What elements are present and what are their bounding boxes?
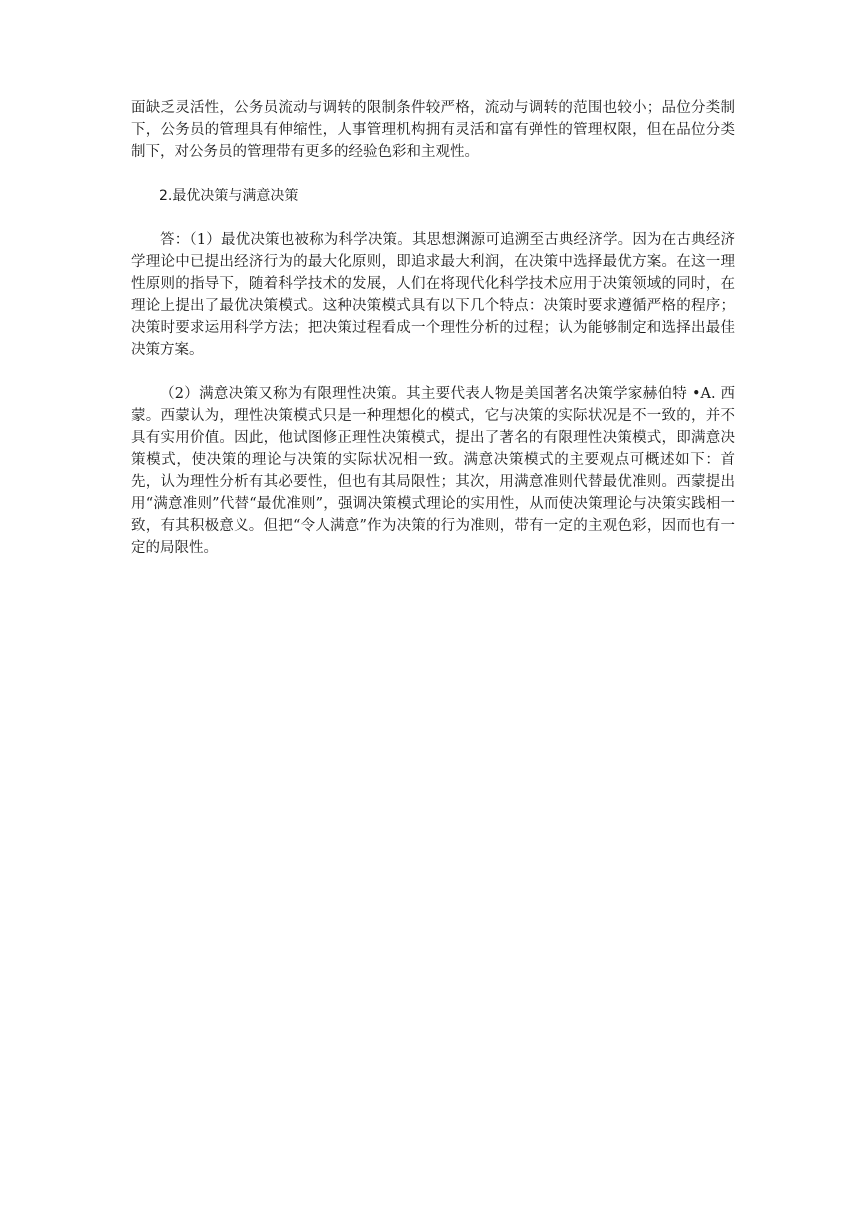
paragraph-continuation: 面缺乏灵活性，公务员流动与调转的限制条件较严格，流动与调转的范围也较小；品位分类制下，公务员的管理具有伸缩性，人事管理机构拥有灵活和富有弹性的管理权限，但在品位分类制下，对公务员的管理带有更多的经验色彩和主观性。 [131, 100, 735, 160]
paragraph-optimal-decision: 答：（1）最优决策也被称为科学决策。其思想渊源可追溯至古典经济学。因为在古典经济学理论中已提出经济行为的最大化原则，即追求最大利润，在决策中选择最优方案。在这一理性原则的指导下，随着科学技术的发展，人们在将现代化科学技术应用于决策领域的同时，在理论上提出了最优决策模式。这种决策模式具有以下几个特点：决策时要求遵循严格的程序；决策时要求运用科学方法；把决策过程看成一个理性分析的过程；认为能够制定和选择出最佳决策方案。 [131, 232, 735, 358]
section-heading: 2.最优决策与满意决策 [159, 188, 299, 204]
document-page [131, 97, 735, 581]
paragraph-satisficing-decision: （2）满意决策又称为有限理性决策。其主要代表人物是美国著名决策学家赫伯特 •A. 西蒙。西蒙认为，理性决策模式只是一种理想化的模式，它与决策的实际状况是不一致的，并不具有实用价值。因此，他试图修正理性决策模式，提出了著名的有限理性决策模式，即满意决策模式，使决策的理论与决策的实际状况相一致。满意决策模式的主要观点可概述如下：首先，认为理性分析有其必要性，但也有其局限性；其次，用满意准则代替最优准则。西蒙提出用“满意准则”代替“最优准则”，强调决策模式理论的实用性，从而使决策理论与决策实践相一致，有其积极意义。但把“令人满意”作为决策的行为准则，带有一定的主观色彩，因而也有一定的局限性。 [131, 386, 735, 556]
